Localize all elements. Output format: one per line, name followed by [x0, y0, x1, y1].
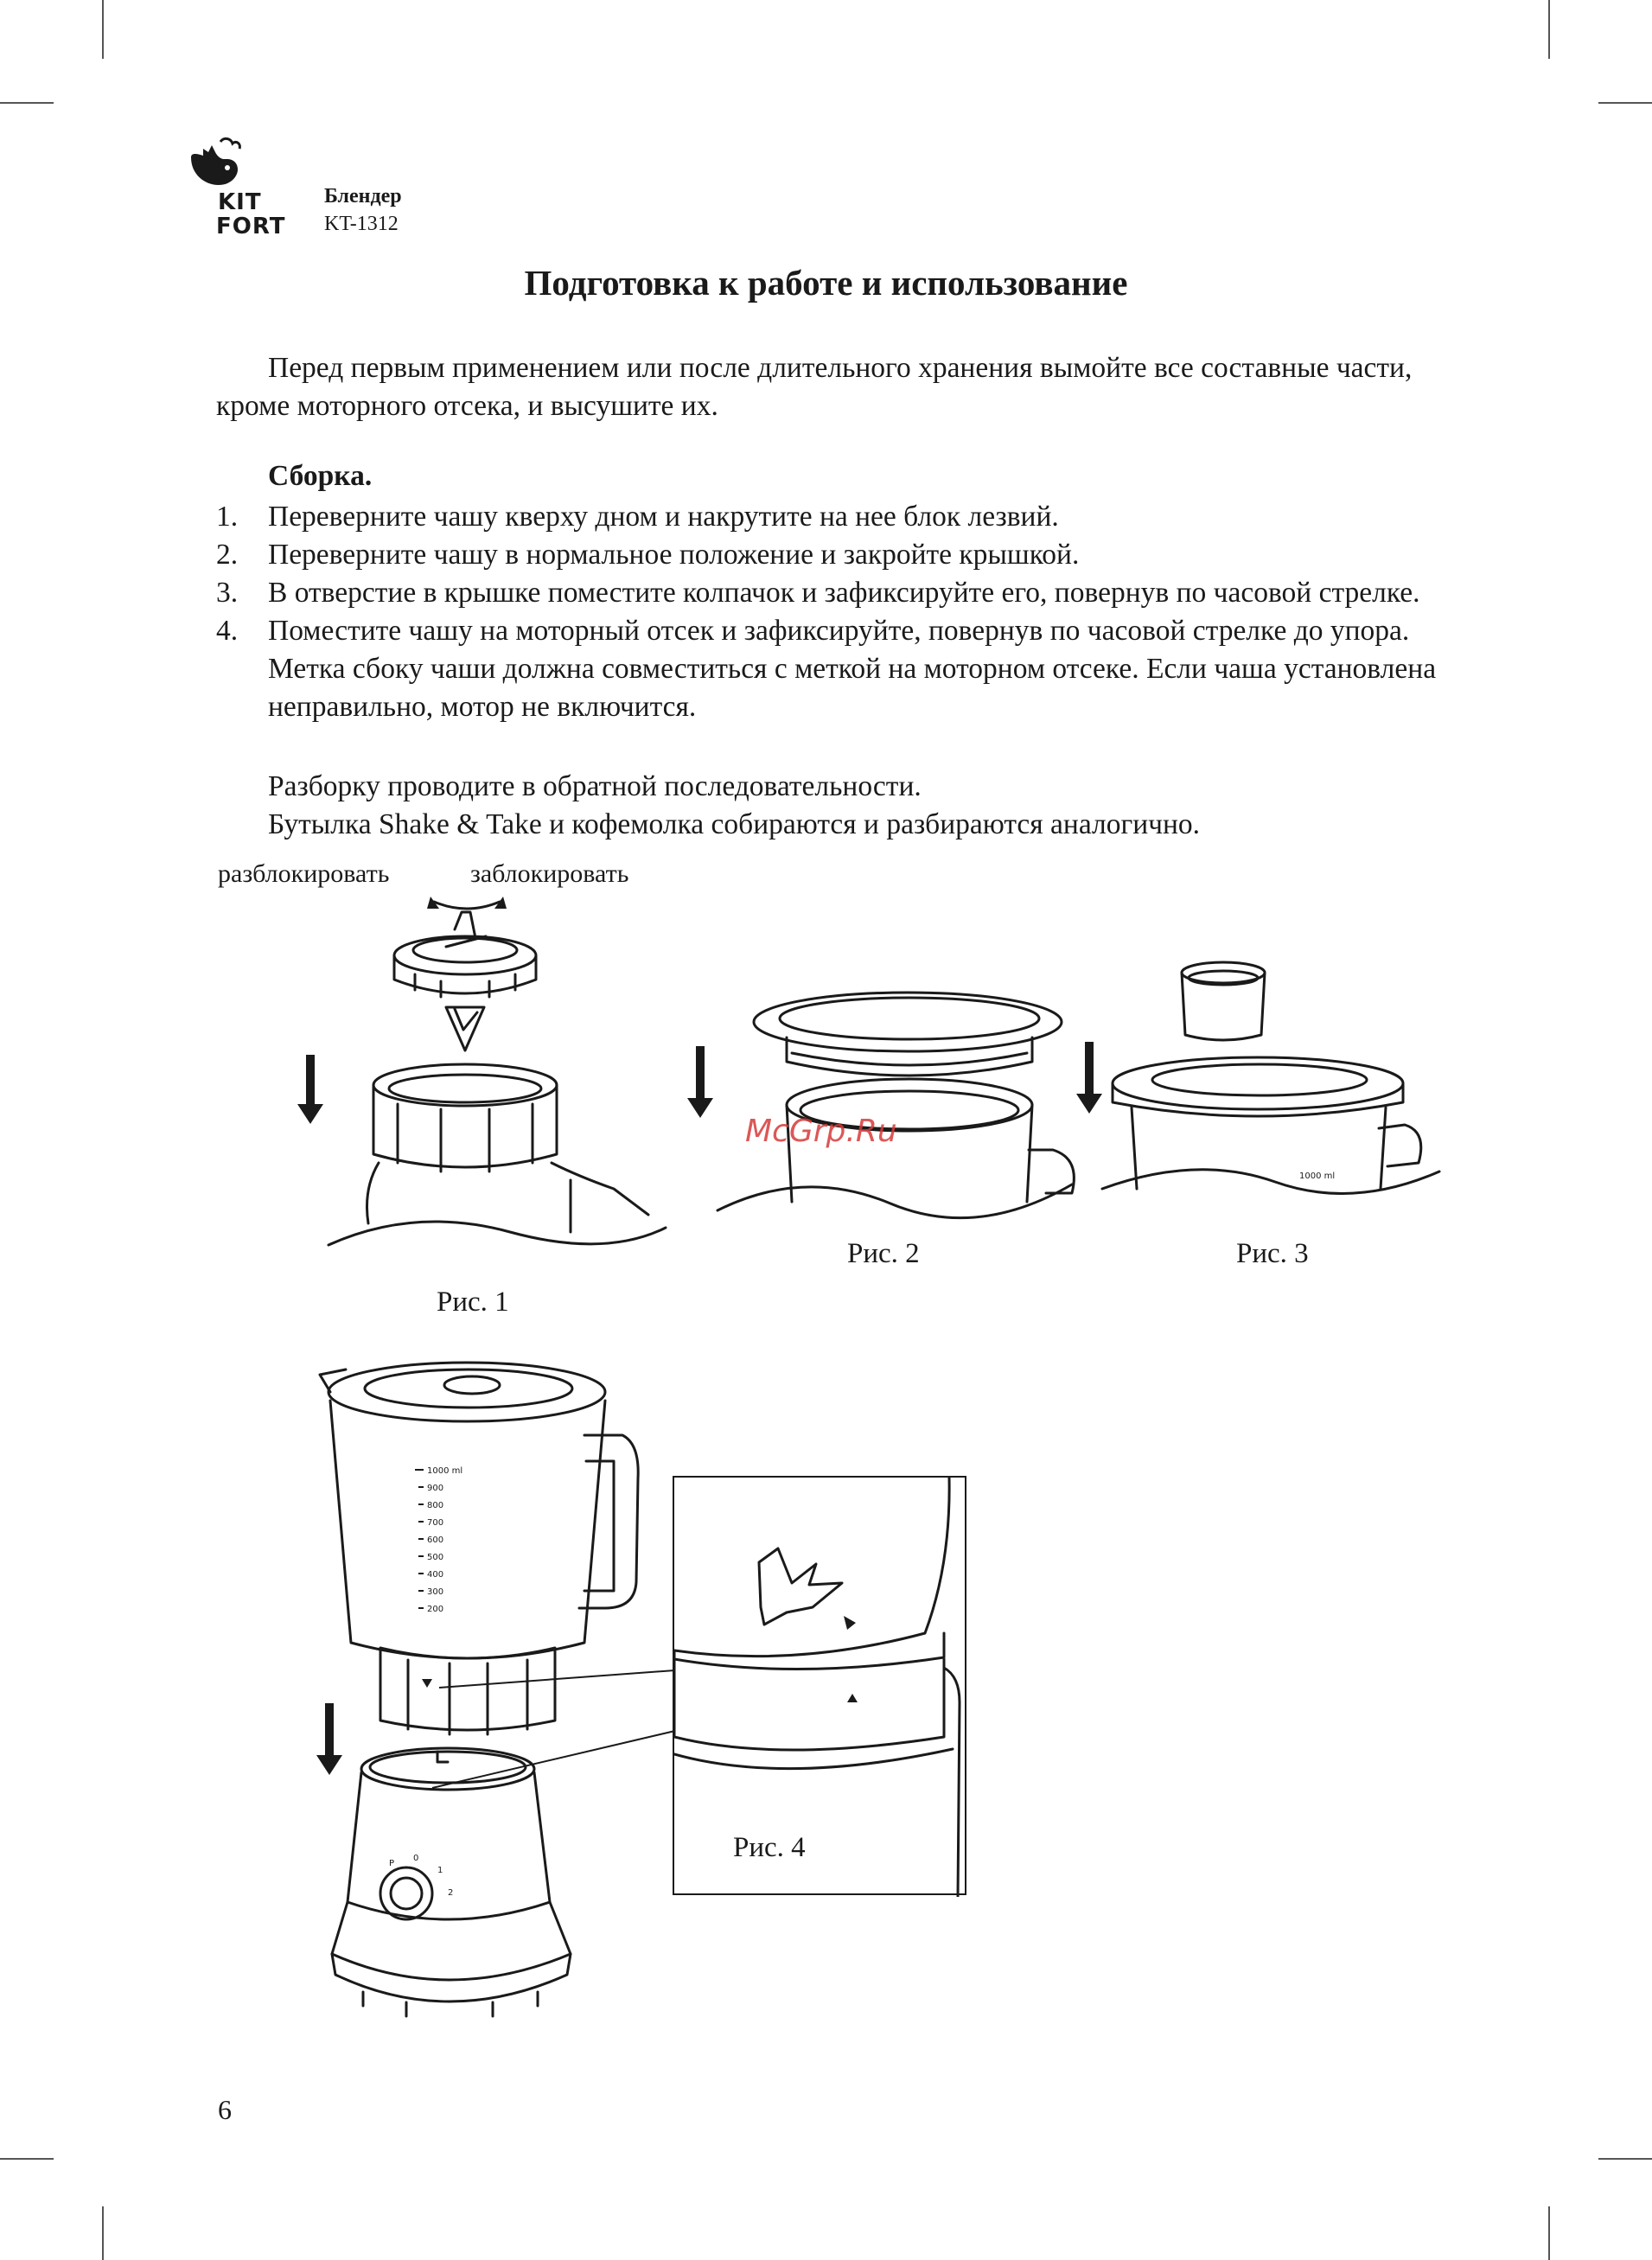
dial-mark: 2	[448, 1888, 454, 1898]
accessories-note: Бутылка Shake & Take и кофемолка собираются и разбираются аналогично.	[268, 808, 1201, 840]
figure-2-caption: Рис. 2	[847, 1238, 920, 1269]
disassembly-note: Разборку проводите в обратной последовательности.	[268, 770, 922, 802]
intro-paragraph: Перед первым применением или после длительного хранения вымойте все составные части, кроме моторного отсека, и высушите их.	[216, 352, 1413, 422]
step-number: 4.	[216, 615, 239, 647]
step-text: Поместите чашу на моторный отсек и зафиксируйте, повернув по часовой стрелке до упора. Метка сбоку чаши должна совместиться с меткой на моторном отсеке. Если чаша установлена неправильно, мотор не включится.	[268, 615, 1437, 723]
step-number: 2.	[216, 539, 239, 571]
step-number: 1.	[216, 501, 239, 533]
figure-4-caption: Рис. 4	[733, 1832, 806, 1863]
step-text: Переверните чашу кверху дном и накрутите на нее блок лезвий.	[268, 501, 1059, 533]
scale-mark: 300	[427, 1587, 444, 1597]
scale-mark: 900	[427, 1484, 444, 1493]
alignment-mark-icon	[847, 1694, 858, 1702]
dial-mark: 1	[437, 1866, 443, 1875]
dial-mark: P	[389, 1859, 395, 1868]
figure-1-caption: Рис. 1	[437, 1286, 509, 1318]
page-number: 6	[218, 2094, 232, 2125]
assembly-heading: Сборка.	[268, 460, 373, 492]
scale-mark: 700	[427, 1518, 444, 1528]
blade-icon	[759, 1548, 842, 1625]
scale-mark: 800	[427, 1501, 444, 1510]
dial-mark: 0	[413, 1854, 419, 1863]
scale-mark: 200	[427, 1605, 444, 1614]
figure-3-caption: Рис. 3	[1236, 1238, 1309, 1269]
step-text: В отверстие в крышке поместите колпачок и зафиксируйте его, повернув по часовой стрелке.	[268, 577, 1420, 609]
watermark: McGrp.Ru	[745, 1114, 897, 1149]
step-number: 3.	[216, 577, 239, 609]
unlock-label: разблокировать	[218, 859, 390, 888]
detail-illustration	[674, 1478, 968, 1897]
step-text: Переверните чашу в нормальное положение и закройте крышкой.	[268, 539, 1080, 571]
product-name: Блендер	[324, 185, 402, 207]
figure-4-detail-box	[673, 1476, 966, 1895]
lock-label: заблокировать	[470, 859, 629, 888]
brand-line-1: KIT	[218, 189, 262, 215]
section-title: Подготовка к работе и использование	[524, 263, 1128, 303]
brand-line-2: FORT	[216, 214, 286, 239]
scale-mark: 400	[427, 1570, 444, 1580]
lid-volume-mark: 1000 ml	[1299, 1171, 1336, 1181]
scale-mark: 1000 ml	[427, 1466, 463, 1476]
scale-mark: 500	[427, 1553, 444, 1562]
scale-mark: 600	[427, 1535, 444, 1545]
product-model: KT-1312	[324, 213, 399, 235]
